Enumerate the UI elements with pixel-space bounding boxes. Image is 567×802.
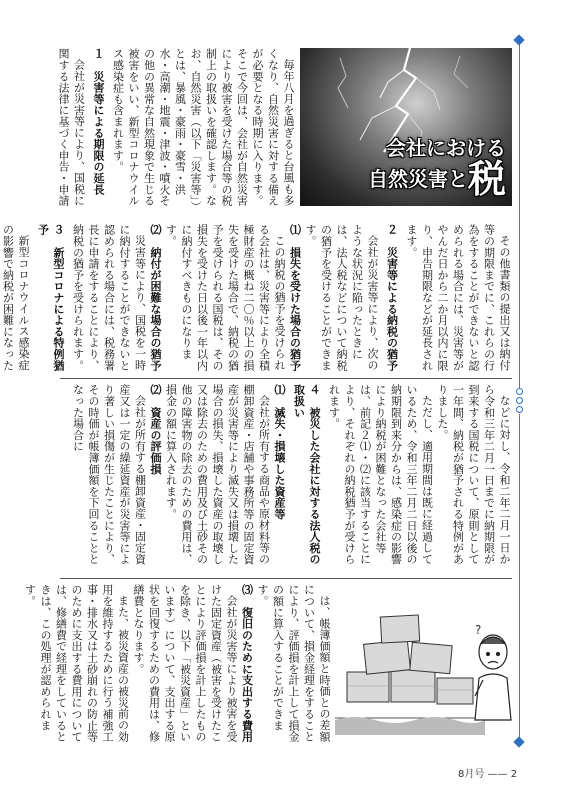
- column-b: [1, 224, 512, 372]
- diamond-icon: [513, 736, 524, 747]
- heading-4: ４ 被災した会社に対する法人税の取扱い: [292, 384, 321, 565]
- title-line1: 会社における: [386, 136, 506, 160]
- issue-label: 8月号: [458, 769, 485, 780]
- paragraph-c4: 会社が所有する棚卸資産・固定資産又は一定の繰延資産が災害等により著しい損傷が生じたことにより、その時価が帳簿価額を下回ることとなった場合に: [71, 384, 147, 565]
- page-footer: [458, 765, 517, 780]
- divider: [60, 578, 512, 579]
- flood-damage-illustration: [335, 600, 520, 735]
- subheading-b1: ⑴ 損失を受けた場合の猶予: [288, 224, 302, 371]
- paragraph-c1: などに対し、令和二年二月一日から令和三年二月一日までに納期限が到来する国税について、原則として一年間、納税が猶予される特例がありました。: [436, 384, 511, 565]
- divider: [60, 378, 512, 379]
- column-intro: [57, 48, 296, 216]
- heading-2: ２ 災害等による納税の猶予: [385, 224, 399, 371]
- paragraph-b4: 災害等により、国税を一時に納付することができないと認められる場合には、税務署長に申請をすることにより、納税の猶予を受けられます。: [71, 224, 147, 371]
- paragraph-b3: この納税の猶予を受けられる会社は、災害等により全積極財産の概ね二〇％以上の損失を受けた場合で、納税の猶予を受けられる国税は、その損失を受けた日以後一年以内に納付すべきものになります。: [164, 224, 286, 371]
- intro-paragraph: 毎年八月を過ぎると台風も多くなり、自然災害に対する備えが必要となる時期に入ります。そこで今回は、会社が自然災害により被害を受けた場合等の税制上の取扱いを確認します。なお、自然災害（以下「災害等」）とは、暴風・豪雨・豪雪・洪水・高潮・地震・津波・噴火その他の異常な自然現象で生じる被害をいい、新型コロナウイルス感染症も含まれます。: [111, 48, 295, 212]
- diamond-icon: [513, 34, 524, 45]
- column-c: [60, 384, 512, 572]
- paragraph-c2: ただし、適用期間は既に経過しているため、令和三年二月二日以後の納期限到来分からは、感染症の影響により納税が困難となった会社等は、前記２⑴・⑵に該当することにより、それぞれの納税猶予が受けられます。: [327, 384, 434, 565]
- subheading-c2: ⑵ 資産の評価損: [149, 384, 162, 475]
- heading-3: ３ 新型コロナによる特例猶予: [36, 224, 65, 371]
- heading-1: １ 災害等による期限の延長: [92, 48, 105, 195]
- rail-line: [519, 414, 520, 740]
- page-title: [367, 136, 506, 201]
- title-big-char: 税: [467, 157, 506, 201]
- dot-icon: [516, 406, 523, 413]
- question-mark-icon: ?: [475, 623, 482, 637]
- dot-icon: [516, 397, 523, 404]
- title-image: [300, 48, 512, 206]
- page-number: 2: [510, 769, 518, 780]
- paragraph-c3: 会社が所有する商品や原材料等の棚卸資産・店舗や事務所等の固定資産が災害等により滅失又は損壊した場合の損失、損壊した資産の取壊し又は除去のための費用及び土砂その他の障害物の除去のための費用は、損金の額に算入されます。: [164, 384, 271, 565]
- rail-line: [519, 40, 520, 390]
- subheading-c1: ⑴ 滅失・損壊した資産等: [273, 384, 286, 520]
- paragraph-d2: 会社が災害等により被害を受けた固定資産（被害を受けたことにより評価損を計上したものを除き、以下「被災資産」といいます）について、支出する原状を回復するための費用は、修繕費となります。: [132, 584, 238, 743]
- paragraph-d1: は、帳簿価額と時価との差額について、損金経理をすることにより、評価損を計上して損金の額に算入することができます。: [256, 584, 331, 743]
- subheading-d3: ⑶ 復旧のために支出する費用: [240, 584, 254, 743]
- title-line2: 自然災害と: [367, 167, 468, 191]
- paragraph-1: 会社が災害等により、国税に関する法律に基づく申告・申請: [57, 48, 86, 207]
- dot-icon: [516, 388, 523, 395]
- paragraph-d3: また、被災資産の被災前の効用を維持するために行う補強工事・排水又は土砂崩れの防止等のために支出する費用については、修繕費で経理をしているときは、この処理が認められます。: [23, 584, 130, 743]
- footer-dash: ——: [487, 769, 508, 780]
- paragraph-b5: 新型コロナウイルス感染症の影響で納税が困難になった: [1, 224, 30, 371]
- paragraph-b2: 会社が災害等により、次のような状況に陥ったときには、法人税などについて納税の猶予を受けることができます。: [304, 224, 379, 371]
- paragraph-b1: その他書類の提出又は納付等の期限までに、これらの行為をすることができないと認められる場合には、災害等がやんだ日から二か月以内に限り、申告期限などが延長されます。: [405, 224, 511, 371]
- subheading-b2: ⑵ 納付が困難な場合の猶予: [149, 224, 162, 371]
- column-d: [23, 584, 332, 744]
